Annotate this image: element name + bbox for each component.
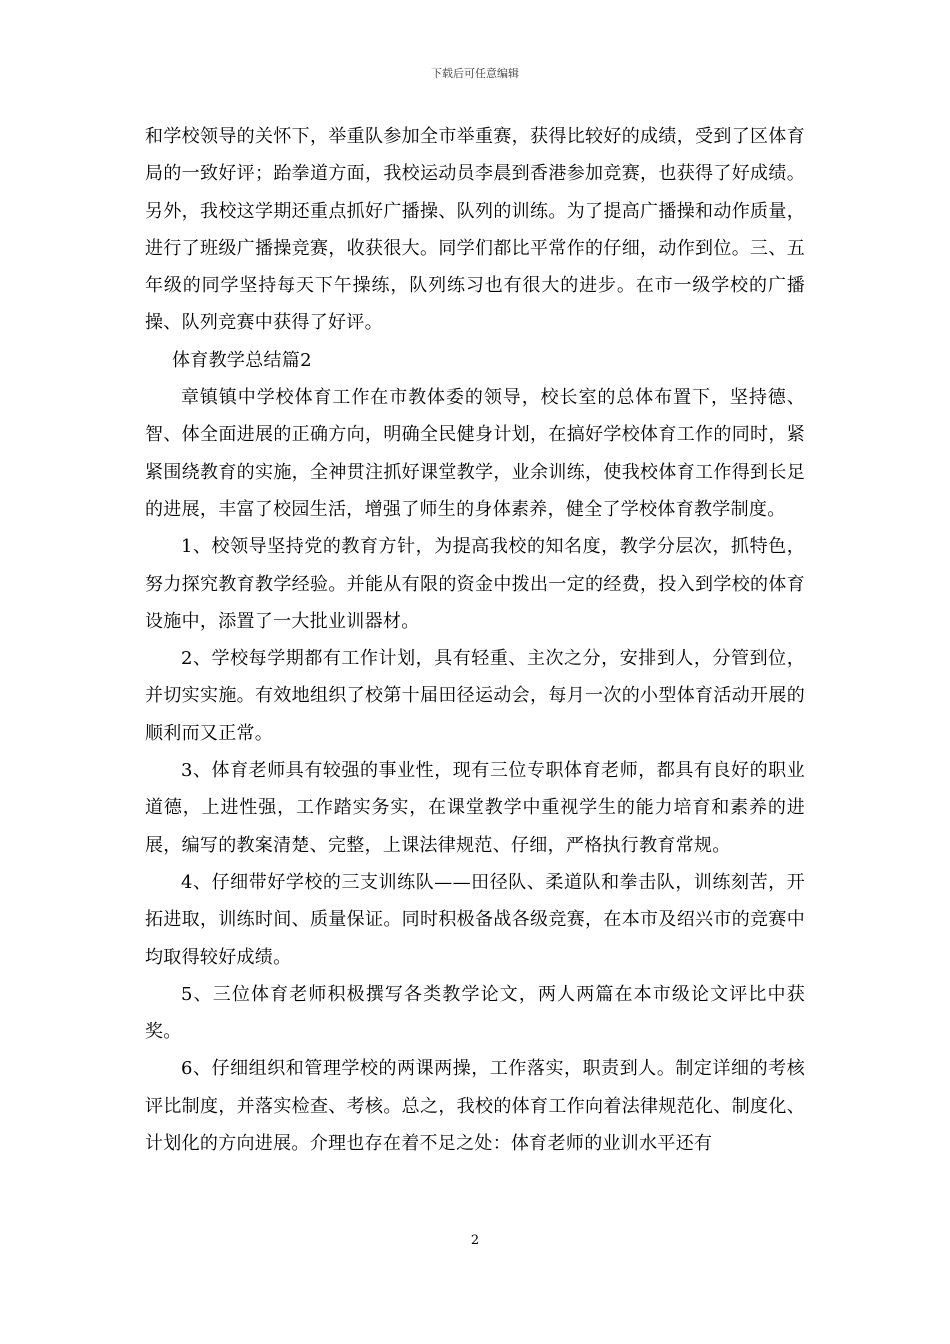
document-body — [145, 118, 805, 1162]
paragraph-item-5: 5、三位体育老师积极撰写各类教学论文，两人两篇在本市级论文评比中获奖。 — [145, 983, 805, 1043]
paragraph-intro: 章镇镇中学校体育工作在市教体委的领导，校长室的总体布置下，坚持德、智、体全面进展的正确方向，明确全民健身计划，在搞好学校体育工作的同时，紧紧围绕教育的实施，全神贯注抓好课堂教学，业余训练，使我校体育工作得到长足的进展，丰富了校园生活，增强了师生的身体素养，健全了学校体育教学制度。 — [145, 387, 805, 520]
paragraph-item-3: 3、体育老师具有较强的事业性，现有三位专职体育老师，都具有良好的职业道德，上进性强，工作踏实务实，在课堂教学中重视学生的能力培育和素养的进展，编写的教案清楚、完整，上课法律规范、仔细，严格执行教育常规。 — [145, 760, 805, 856]
page-header-note: 下载后可任意编辑 — [431, 67, 519, 80]
page-number: 2 — [470, 1233, 480, 1248]
paragraph-item-6: 6、仔细组织和管理学校的两课两操，工作落实，职责到人。制定详细的考核评比制度，并落实检查、考核。总之，我校的体育工作向着法律规范化、制度化、计划化的方向进展。介理也存在着不足之处：体育老师的业训水平还有 — [145, 1058, 805, 1155]
paragraph-item-2: 2、学校每学期都有工作计划，具有轻重、主次之分，安排到人，分管到位，并切实实施。有效地组织了校第十届田径运动会，每月一次的小型体育活动开展的顺利而又正常。 — [145, 648, 805, 744]
paragraph-continuation: 和学校领导的关怀下，举重队参加全市举重赛，获得比较好的成绩，受到了区体育局的一致好评；跆拳道方面，我校运动员李晨到香港参加竞赛，也获得了好成绩。另外，我校这学期还重点抓好广播操、队列的训练。为了提高广播操和动作质量，进行了班级广播操竞赛，收获很大。同学们都比平常作的仔细，动作到位。三、五年级的同学坚持每天下午操练，队列练习也有很大的进步。在市一级学校的广播操、队列竞赛中获得了好评。 — [145, 126, 805, 334]
section-heading: 体育教学总结篇2 — [172, 349, 312, 371]
paragraph-item-4: 4、仔细带好学校的三支训练队——田径队、柔道队和拳击队，训练刻苦，开拓进取，训练时间、质量保证。同时积极备战各级竞赛，在本市及绍兴市的竞赛中均取得较好成绩。 — [145, 871, 805, 968]
paragraph-item-1: 1、校领导坚持党的教育方针，为提高我校的知名度，教学分层次，抓特色，努力探究教育教学经验。并能从有限的资金中拨出一定的经费，投入到学校的体育设施中，添置了一大批业训器材。 — [145, 536, 805, 632]
